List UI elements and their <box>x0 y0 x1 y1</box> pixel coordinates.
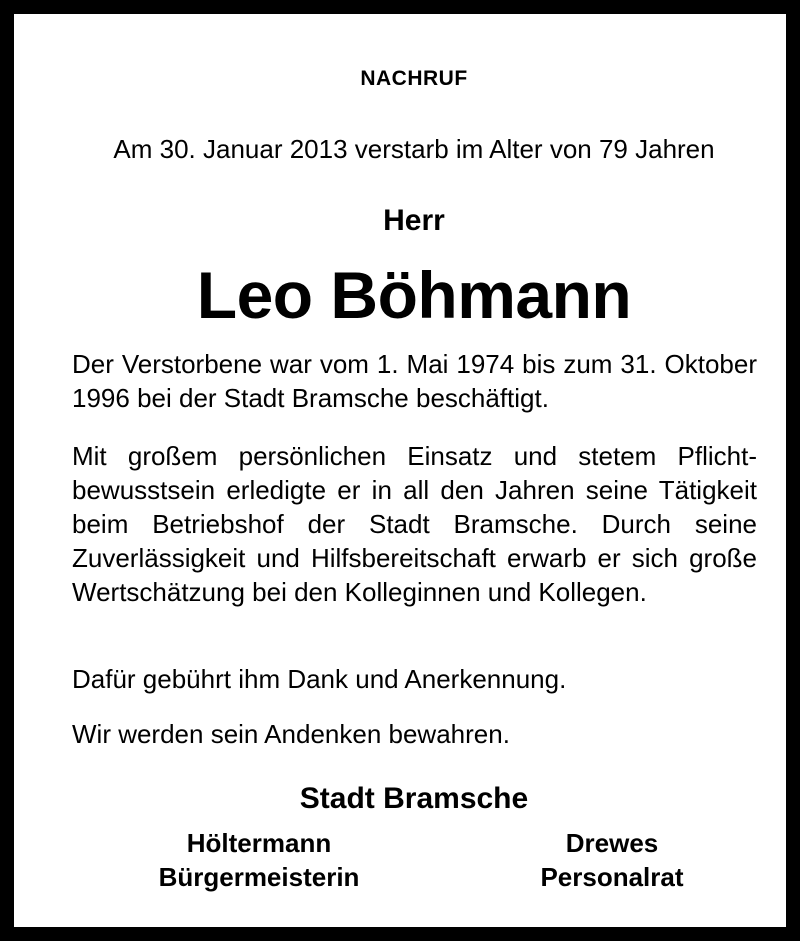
paragraph-remembrance: Wir werden sein Andenken bewahren. <box>72 719 510 749</box>
organization-name: Stadt Bramsche <box>299 782 529 815</box>
signer-role: Personalrat <box>540 862 684 892</box>
notice-intro: Am 30. Januar 2013 verstarb im Alter von 79 Jahren <box>113 134 715 164</box>
deceased-name: Leo Böhmann <box>196 258 632 332</box>
signer-name: Höltermann <box>186 828 332 858</box>
signer-mayor <box>114 826 404 894</box>
signer-staff-council <box>467 826 757 894</box>
paragraph-employment: Der Verstorbene war vom 1. Mai 1974 bis zum 31. Oktober 1996 bei der Stadt Bramsche beschäftigt. <box>72 349 757 413</box>
signer-name: Drewes <box>565 828 659 858</box>
notice-heading: NACHRUF <box>360 67 468 90</box>
honorific: Herr <box>383 204 445 237</box>
signer-role: Bürgermeisterin <box>158 862 360 892</box>
paragraph-thanks: Dafür gebührt ihm Dank und Anerkennung. <box>72 664 567 694</box>
paragraph-tribute: Mit großem persönlichen Einsatz und stetem Pflichtbewusstsein erledigte er in all den Jahren seine Tätigkeit beim Betriebshof der Stadt Bramsche. Durch seine Zuverlässigkeit und Hilfsbereitschaft erwarb er sich große Wertschätzung bei den Kolleginnen und Kollegen. <box>72 441 757 607</box>
